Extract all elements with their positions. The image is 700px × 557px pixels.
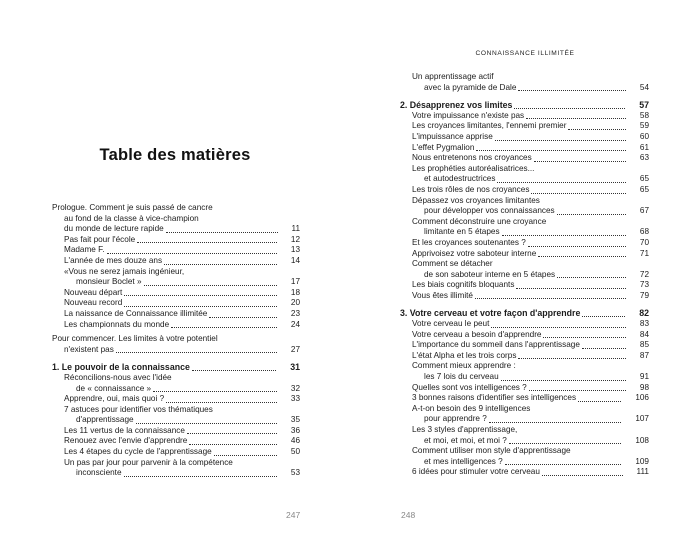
toc-entry-text: Votre impuissance n'existe pas: [412, 110, 525, 120]
toc-page-number: 31: [290, 362, 300, 373]
toc-page-number: 85: [639, 340, 649, 350]
toc-dot-leader: [476, 150, 626, 151]
toc-page-number: 18: [290, 287, 300, 297]
toc-page-number: 35: [290, 415, 300, 425]
toc-entry-text: du monde de lecture rapide: [64, 224, 164, 234]
toc-entry: [400, 361, 649, 372]
toc-entry-text: L'importance du sommeil dans l'apprentissage: [412, 340, 580, 350]
toc-entry-text: Les 11 vertus de la connaissance: [64, 425, 185, 435]
toc-dot-leader: [582, 316, 625, 317]
toc-entry-text: L'effet Pygmalion: [412, 142, 475, 152]
toc-entry: [400, 217, 649, 228]
toc-dot-leader: [153, 391, 277, 392]
toc-entry-text: La naissance de Connaissance illimitée: [64, 308, 208, 318]
toc-dot-leader: [497, 182, 626, 183]
toc-entry-text: Les 4 étapes du cycle de l'apprentissage: [64, 447, 212, 457]
toc-chapter: [52, 362, 300, 373]
toc-entry-text: d'apprentissage: [76, 415, 134, 425]
toc-page-number: 27: [290, 344, 300, 354]
toc-page-number: 46: [290, 436, 300, 446]
toc-page-number: 33: [290, 394, 300, 404]
toc-entry-text: de son saboteur interne en 5 étapes: [424, 269, 556, 279]
toc-page-number: 87: [639, 350, 649, 360]
toc-entry-text: Comment utiliser mon style d'apprentissage: [412, 446, 571, 456]
toc-dot-leader: [557, 214, 626, 215]
toc-entry-text: Un pas par jour pour parvenir à la compétence: [64, 457, 233, 467]
toc-entry: [52, 298, 300, 309]
toc-page-number: 83: [639, 319, 649, 329]
toc-entry: [400, 111, 649, 122]
toc-entry-text: Nous entretenons nos croyances: [412, 153, 532, 163]
toc-page-number: 111: [636, 467, 649, 477]
toc-entry: [400, 330, 649, 341]
toc-entry-text: Comment mieux apprendre :: [412, 361, 516, 371]
toc-page-number: 79: [639, 290, 649, 300]
toc-dot-leader: [214, 455, 277, 456]
toc-entry-text: Les croyances limitantes, l'ennemi premier: [412, 121, 567, 131]
toc-entry-text: 3 bonnes raisons d'identifier ses intelligences: [412, 393, 577, 403]
toc-spacer: [400, 301, 649, 308]
toc-page-number: 12: [290, 234, 300, 244]
toc-entry: [52, 405, 300, 416]
toc-entry-text: A-t-on besoin des 9 intelligences: [412, 403, 531, 413]
toc-entry: [400, 270, 649, 281]
toc-page-number: 20: [290, 298, 300, 308]
toc-entry: [52, 384, 300, 395]
toc-entry-text: Pour commencer. Les limites à votre potentiel: [52, 334, 218, 344]
toc-entry-text: Madame F.: [64, 245, 105, 255]
toc-dot-leader: [528, 246, 626, 247]
toc-page-number: 71: [639, 248, 649, 258]
toc-page-number: 50: [290, 447, 300, 457]
toc-entry: [52, 458, 300, 469]
toc-dot-leader: [518, 90, 626, 91]
toc-dot-leader: [137, 242, 277, 243]
toc-page-number: 60: [639, 131, 649, 141]
toc-dot-leader: [192, 370, 276, 371]
toc-entry-text: et mes intelligences ?: [424, 456, 503, 466]
toc-entry: [400, 132, 649, 143]
toc-entry-text: Les trois rôles de nos croyances: [412, 184, 530, 194]
toc-dot-leader: [124, 295, 277, 296]
page-number-right: 248: [401, 510, 416, 520]
toc-entry: [400, 121, 649, 132]
toc-dot-leader: [514, 108, 625, 109]
toc-entry: [52, 245, 300, 256]
toc-page-number: 72: [639, 269, 649, 279]
toc-entry: [400, 143, 649, 154]
toc-dot-leader: [164, 264, 277, 265]
toc-entry: [52, 415, 300, 426]
toc-entry: [400, 393, 649, 404]
toc-page-number: 108: [635, 435, 649, 445]
toc-entry: [400, 383, 649, 394]
toc-dot-leader: [166, 232, 278, 233]
toc-page-number: 106: [635, 393, 649, 403]
toc-entry: [400, 414, 649, 425]
toc-dot-leader: [529, 390, 626, 391]
toc-page-number: 65: [639, 174, 649, 184]
toc-entry-text: limitante en 5 étapes: [424, 227, 500, 237]
toc-entry: [52, 256, 300, 267]
toc-entry-text: Les championnats du monde: [64, 319, 170, 329]
toc-entry: [52, 373, 300, 384]
toc-dot-leader: [557, 277, 626, 278]
toc-entry-text: Vous êtes illimité: [412, 290, 473, 300]
toc-entry-text: et moi, et moi, et moi ?: [424, 435, 507, 445]
toc-dot-leader: [124, 306, 277, 307]
toc-dot-leader: [144, 285, 277, 286]
toc-dot-leader: [116, 352, 277, 353]
toc-entry-text: monsieur Boclet »: [76, 277, 142, 287]
toc-page-number: 63: [639, 153, 649, 163]
toc-entry: [400, 249, 649, 260]
toc-entry-text: au fond de la classe à vice-champion: [64, 213, 199, 223]
toc-dot-leader: [538, 256, 626, 257]
toc-entry-text: 6 idées pour stimuler votre cerveau: [412, 467, 540, 477]
toc-entry-text: de « connaissance »: [76, 383, 152, 393]
toc-page-number: 24: [290, 319, 300, 329]
right-page: [350, 0, 700, 557]
toc-entry: [400, 404, 649, 415]
toc-entry: [400, 174, 649, 185]
toc-page-number: 54: [639, 82, 649, 92]
toc-entry: [400, 467, 649, 478]
toc-page-number: 70: [639, 237, 649, 247]
toc-page-number: 65: [639, 184, 649, 194]
toc-entry-text: Prologue. Comment je suis passé de cancre: [52, 203, 213, 212]
toc-entry: [400, 153, 649, 164]
toc-entry-text: Apprivoisez votre saboteur interne: [412, 248, 537, 258]
toc-entry: [52, 235, 300, 246]
toc-dot-leader: [166, 402, 277, 403]
toc-page-number: 14: [290, 255, 300, 265]
toc-entry-text: «Vous ne serez jamais ingénieur,: [64, 266, 185, 276]
toc-dot-leader: [107, 253, 277, 254]
toc-entry: [400, 206, 649, 217]
toc-entry-text: 1. Le pouvoir de la connaissance: [52, 362, 190, 373]
toc-entry-text: 2. Désapprenez vos limites: [400, 100, 513, 111]
toc-title: Table des matières: [99, 146, 251, 164]
toc-page-number: 36: [290, 425, 300, 435]
toc-entry: [400, 291, 649, 302]
toc-entry-text: Apprendre, oui, mais quoi ?: [64, 394, 165, 404]
toc-dot-leader: [491, 327, 626, 328]
toc-page-number: 67: [639, 206, 649, 216]
toc-entry-text: et autodestructrices: [424, 174, 496, 184]
toc-entry: [400, 238, 649, 249]
toc-entry: [400, 259, 649, 270]
toc-entry-text: Nouveau départ: [64, 287, 123, 297]
toc-dot-leader: [582, 348, 626, 349]
toc-entry: [400, 436, 649, 447]
toc-chapter: [400, 100, 649, 111]
toc-entry-text: Réconcilions-nous avec l'idée: [64, 372, 172, 382]
toc-entry: [52, 309, 300, 320]
toc-dot-leader: [189, 444, 277, 445]
toc-entry-text: Un apprentissage actif: [412, 72, 494, 81]
toc-entry-text: Votre cerveau le peut: [412, 319, 490, 329]
toc-page-number: 13: [290, 245, 300, 255]
toc-page-number: 53: [290, 468, 300, 478]
toc-dot-leader: [543, 337, 626, 338]
toc-chapter: [400, 308, 649, 319]
toc-entry: [52, 214, 300, 225]
toc-entry-text: 3. Votre cerveau et votre façon d'apprendre: [400, 308, 581, 319]
toc-entry: [52, 447, 300, 458]
toc-entry: [52, 345, 300, 356]
toc-dot-leader: [171, 327, 277, 328]
toc-entry-text: Quelles sont vos intelligences ?: [412, 382, 527, 392]
toc-entry: [400, 425, 649, 436]
toc-dot-leader: [489, 422, 621, 423]
toc-page-number: 17: [290, 277, 300, 287]
toc-dot-leader: [568, 129, 626, 130]
toc-entry: [400, 351, 649, 362]
toc-page-number: 68: [639, 227, 649, 237]
toc-dot-leader: [578, 401, 621, 402]
toc-dot-leader: [209, 317, 277, 318]
toc-entry: [52, 426, 300, 437]
toc-entry: [52, 267, 300, 278]
toc-entry-text: Dépassez vos croyances limitantes: [412, 195, 540, 205]
toc-entry-text: L'année de mes douze ans: [64, 255, 163, 265]
toc-entry: [400, 185, 649, 196]
toc-right: [400, 72, 649, 478]
toc-entry: [52, 320, 300, 331]
toc-entry-text: L'état Alpha et les trois corps: [412, 350, 517, 360]
toc-page-number: 98: [639, 382, 649, 392]
toc-dot-leader: [531, 193, 626, 194]
toc-entry-text: Renouez avec l'envie d'apprendre: [64, 436, 188, 446]
toc-page-number: 84: [639, 329, 649, 339]
toc-entry-text: Comment déconstruire une croyance: [412, 216, 547, 226]
toc-page-number: 23: [290, 308, 300, 318]
toc-entry-text: pour apprendre ?: [424, 414, 487, 424]
toc-entry-text: Pas fait pour l'école: [64, 234, 136, 244]
toc-entry-text: Les 3 styles d'apprentissage,: [412, 425, 518, 434]
toc-entry: [400, 457, 649, 468]
running-header: CONNAISSANCE ILLIMITÉE: [475, 50, 575, 57]
toc-entry-text: n'existent pas: [64, 344, 114, 354]
toc-dot-leader: [509, 443, 621, 444]
toc-page-number: 107: [635, 414, 649, 424]
toc-entry: [400, 196, 649, 207]
toc-entry: [400, 72, 649, 83]
toc-dot-leader: [502, 235, 626, 236]
toc-dot-leader: [136, 423, 277, 424]
toc-entry: [52, 224, 300, 235]
toc-dot-leader: [124, 476, 277, 477]
toc-page-number: 109: [635, 456, 649, 466]
toc-dot-leader: [534, 161, 626, 162]
toc-entry-text: L'impuissance apprise: [412, 131, 493, 141]
toc-entry-text: Votre cerveau a besoin d'apprendre: [412, 329, 542, 339]
toc-entry-text: Et les croyances soutenantes ?: [412, 237, 526, 247]
toc-entry: [400, 227, 649, 238]
page-number-left: 247: [286, 510, 301, 520]
toc-entry: [400, 280, 649, 291]
toc-dot-leader: [542, 475, 623, 476]
toc-entry: [52, 468, 300, 479]
toc-dot-leader: [526, 118, 626, 119]
toc-spacer: [52, 355, 300, 362]
toc-page-number: 58: [639, 110, 649, 120]
toc-entry-text: Les prophéties autoréalisatrices...: [412, 163, 535, 173]
toc-dot-leader: [516, 288, 626, 289]
toc-page-number: 91: [639, 372, 649, 382]
toc-entry: [52, 436, 300, 447]
toc-entry-text: avec la pyramide de Dale: [424, 82, 517, 92]
toc-entry-text: Comment se détacher: [412, 259, 493, 269]
toc-entry-text: inconsciente: [76, 468, 122, 478]
toc-page-number: 82: [639, 308, 649, 319]
toc-spacer: [400, 93, 649, 100]
toc-entry-text: pour développer vos connaissances: [424, 206, 555, 216]
toc-entry: [400, 83, 649, 94]
toc-page-number: 61: [639, 142, 649, 152]
toc-entry: [52, 334, 300, 345]
toc-entry: [400, 372, 649, 383]
toc-entry: [52, 288, 300, 299]
toc-entry-text: 7 astuces pour identifier vos thématiques: [64, 404, 213, 414]
toc-left: [52, 203, 300, 479]
toc-entry: [400, 164, 649, 175]
toc-page-number: 73: [639, 280, 649, 290]
toc-page-number: 57: [639, 100, 649, 111]
toc-dot-leader: [495, 140, 626, 141]
toc-entry: [52, 203, 300, 214]
toc-page-number: 32: [290, 383, 300, 393]
toc-page-number: 11: [291, 224, 300, 234]
toc-entry: [400, 446, 649, 457]
toc-entry: [400, 319, 649, 330]
toc-dot-leader: [505, 464, 621, 465]
toc-entry: [400, 340, 649, 351]
toc-entry-text: Les biais cognitifs bloquants: [412, 280, 515, 290]
toc-page-number: 59: [639, 121, 649, 131]
toc-entry-text: les 7 lois du cerveau: [424, 372, 499, 382]
toc-dot-leader: [501, 380, 626, 381]
toc-dot-leader: [518, 358, 626, 359]
toc-dot-leader: [187, 433, 277, 434]
toc-entry-text: Nouveau record: [64, 298, 123, 308]
toc-entry: [52, 394, 300, 405]
toc-dot-leader: [475, 298, 626, 299]
toc-entry: [52, 277, 300, 288]
